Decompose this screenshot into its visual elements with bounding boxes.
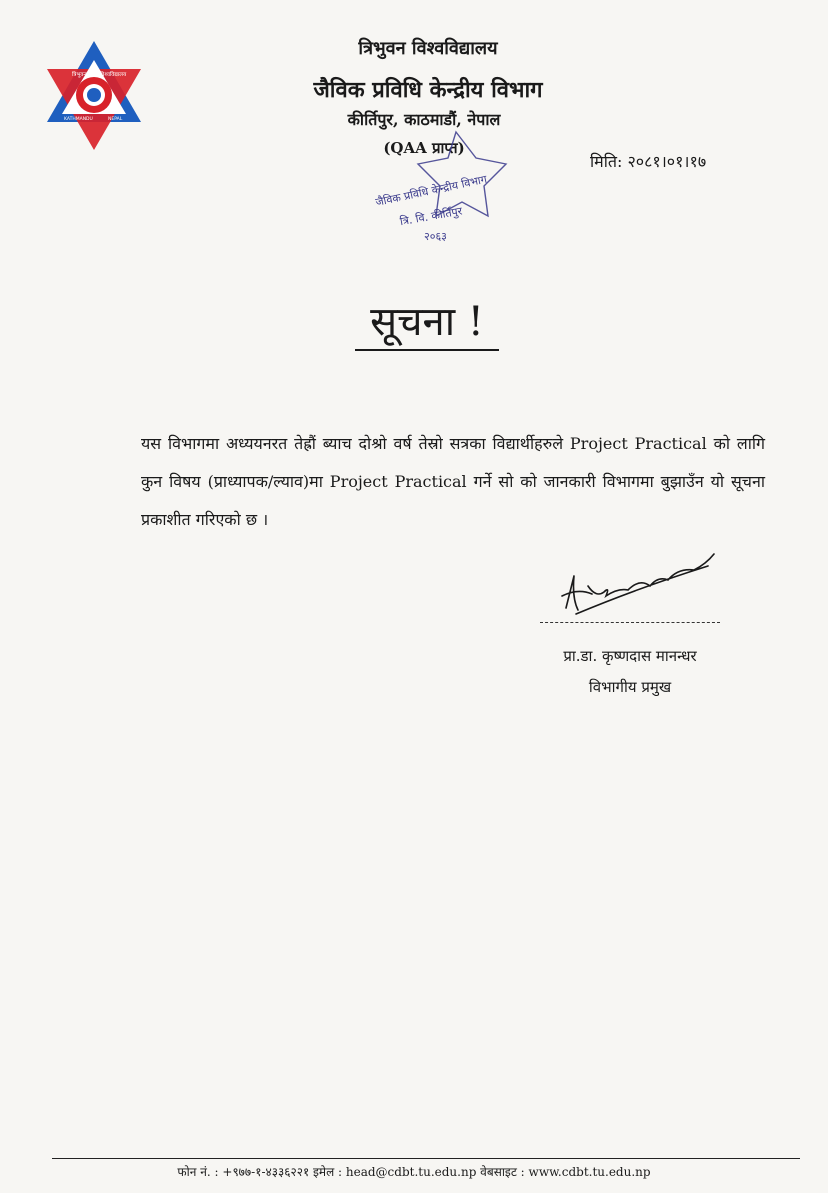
footer-contact: फोन नं. : +९७७-१-४३३६२२१ इमेल : head@cdbt.tu.edu.np वेबसाइट : www.cdbt.tu.edu.np: [177, 1165, 651, 1179]
notice-title: सूचना !: [355, 292, 499, 351]
logo-text-left: त्रिभुवन: [72, 72, 87, 78]
footer-divider: [52, 1158, 800, 1159]
notice-date: मिति: २०८१।०१।१७: [590, 152, 707, 171]
qaa-status: (QAA प्राप्त): [383, 139, 465, 157]
department-seal-icon: [366, 128, 518, 246]
seal-year: २०६३: [424, 230, 447, 243]
department-address: कीर्तिपुर, काठमाडौं, नेपाल: [347, 110, 501, 129]
signature-icon: [548, 548, 718, 620]
signatory-name: प्रा.डा. कृष्णदास मानन्धर: [563, 647, 697, 665]
logo-text-bottom-right: NEPAL: [108, 117, 123, 122]
seal-text-line-2: त्रि. वि. कीर्तिपुर: [398, 204, 464, 229]
signature-line: [540, 622, 720, 623]
seal-text-line-1: जैविक प्रविधि केन्द्रीय विभाग: [374, 172, 489, 209]
university-name: त्रिभुवन विश्वविद्यालय: [358, 38, 498, 59]
signatory-title: विभागीय प्रमुख: [588, 678, 672, 696]
department-name: जैविक प्रविधि केन्द्रीय विभाग: [313, 77, 543, 103]
notice-body: यस विभागमा अध्ययनरत तेह्रौं ब्याच दोश्रो वर्ष तेस्रो सत्रका विद्यार्थीहरुले Project Practical को लागि कुन विषय (प्राध्यापक/ल्याव)मा Project Practical गर्ने सो को जानकारी विभागमा बुझाउँन यो सूचना प्रकाशीत गरिएको छ ।: [141, 434, 765, 529]
logo-text-bottom-left: KATHMANDU: [64, 117, 93, 122]
logo-text-right: विश्वविद्यालय: [100, 72, 127, 78]
